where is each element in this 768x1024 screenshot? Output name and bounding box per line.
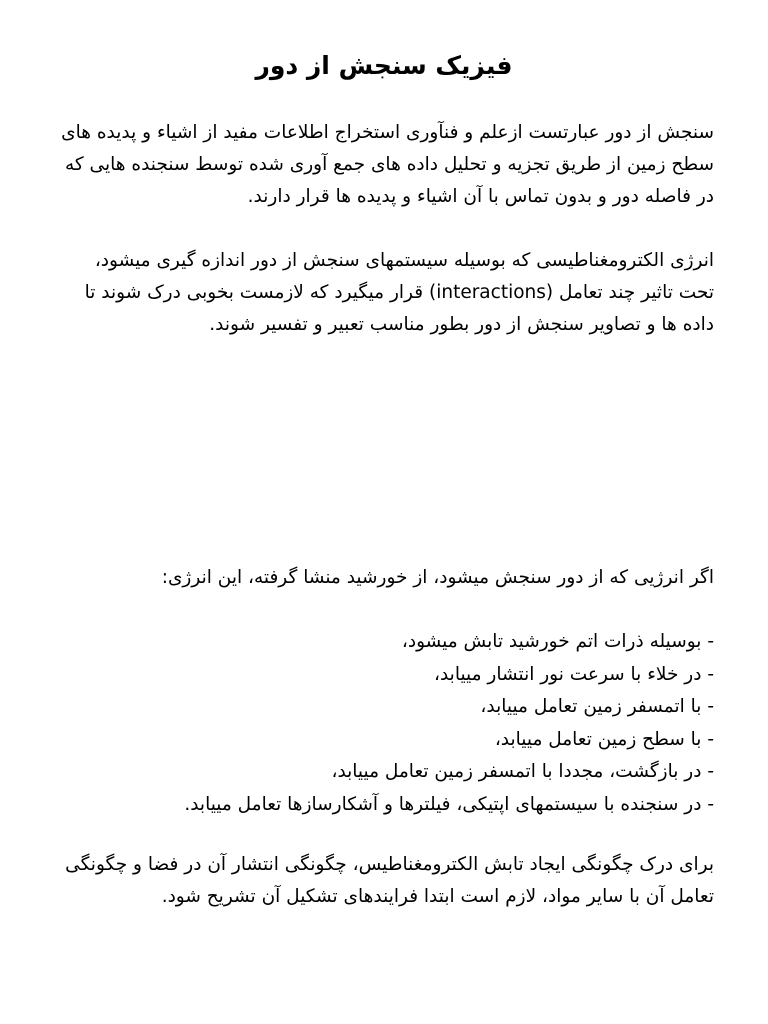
list-item: - در سنجنده با سیستمهای اپتیکی، فیلترها و آشکارسازها تعامل مییابد.	[184, 793, 714, 815]
energy-path-list	[54, 626, 714, 822]
paragraph-interactions: انرژی الکترومغناطیسی که بوسیله سیستمهای سنجش از دور اندازه گیری میشود، تحت تاثیر چند تعامل (interactions) قرار میگیرد که لازمست بخوبی درک شوند تا داده ها و تصاویر سنجش از دور بطور مناسب تعبیر و تفسیر شوند.	[84, 250, 714, 335]
paragraph-definition: سنجش از دور عبارتست ازعلم و فنآوری استخراج اطلاعات مفید از اشیاء و پدیده های سطح زمین از طریق تجزیه و تحلیل داده های جمع آوری شده توسط سنجنده هایی که در فاصله دور و بدون تماس با آن اشیاء و پدیده ها قرار دارند.	[61, 122, 714, 207]
paragraph-solar-energy-intro: اگر انرژیی که از دور سنجش میشود، از خورشید منشا گرفته، این انرژی:	[161, 567, 714, 588]
list-item: - بوسیله ذرات اتم خورشید تابش میشود،	[401, 631, 714, 652]
list-item: - با اتمسفر زمین تعامل مییابد،	[480, 696, 714, 718]
list-item: - در خلاء با سرعت نور انتشار مییابد،	[433, 663, 714, 685]
paragraph-conclusion: برای درک چگونگی ایجاد تابش الکترومغناطیس، چگونگی انتشار آن در فضا و چگونگی تعامل آن با سایر مواد، لازم است ابتدا فرایندهای تشکیل آن تشریح شود.	[65, 854, 714, 907]
page-title: فیزیک سنجش از دور	[255, 51, 513, 80]
list-item: - در بازگشت، مجددا با اتمسفر زمین تعامل مییابد،	[331, 761, 714, 783]
list-item: - با سطح زمین تعامل مییابد،	[494, 728, 714, 750]
